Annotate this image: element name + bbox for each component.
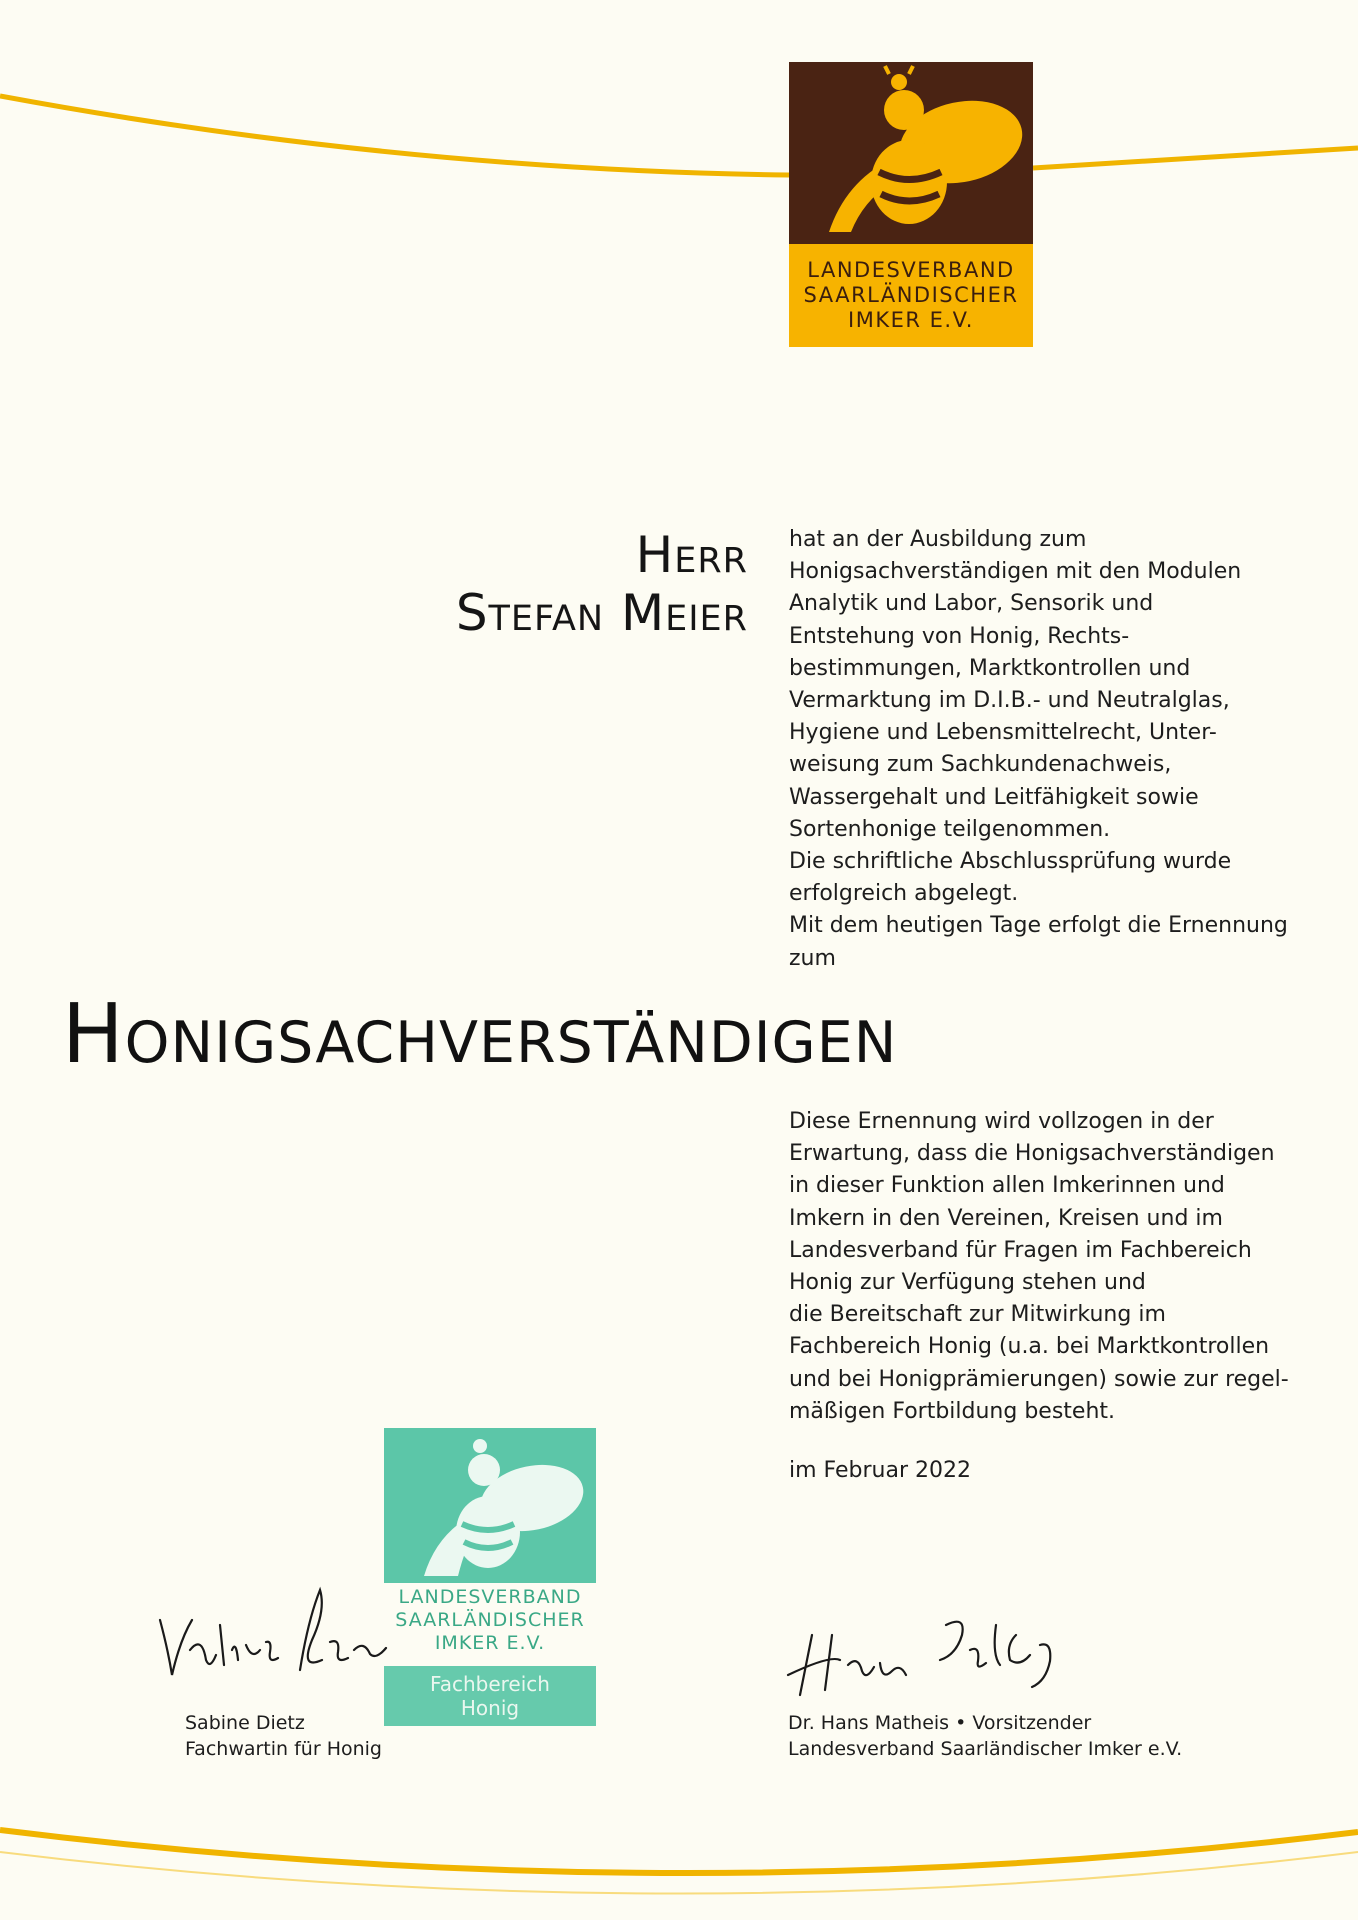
text-line: Wassergehalt und Leitfähigkeit sowie xyxy=(789,784,1199,810)
text-line: bestimmungen, Marktkontrollen und xyxy=(789,655,1191,681)
bee-icon xyxy=(789,62,1033,244)
text-line: Honig zur Verfügung stehen und xyxy=(789,1270,1146,1296)
logo-graphic xyxy=(789,62,1033,244)
text-line: Erwartung, dass die Honigsachverständigen xyxy=(789,1141,1275,1167)
text-line: Imkern in den Vereinen, Kreisen und im xyxy=(789,1205,1223,1231)
text-line: erfolgreich abgelegt. xyxy=(789,881,1019,907)
logo-line: LANDESVERBAND xyxy=(807,258,1015,282)
text-line: Honigsachverständigen mit den Modulen xyxy=(789,559,1242,585)
certificate-title: Honigsachverständigen xyxy=(62,987,898,1082)
signature-right xyxy=(770,1605,1130,1705)
recipient-block xyxy=(456,526,748,642)
signatory-role: Landesverband Saarländischer Imker e.V. xyxy=(788,1738,1183,1760)
text-line: Sortenhonige teilgenommen. xyxy=(789,816,1111,842)
stamp-line: SAARLÄNDISCHER xyxy=(395,1609,585,1631)
association-logo xyxy=(789,62,1033,347)
text-line: Analytik und Labor, Sensorik und xyxy=(789,591,1154,617)
signatory-name: Dr. Hans Matheis • Vorsitzender xyxy=(788,1712,1092,1734)
logo-line: SAARLÄNDISCHER xyxy=(803,283,1019,307)
text-line: weisung zum Sachkundenachweis, xyxy=(789,752,1172,778)
text-line: Diese Ernennung wird vollzogen in der xyxy=(789,1109,1214,1134)
text-line: in dieser Funktion allen Imkerinnen und xyxy=(789,1173,1225,1199)
stamp-line: IMKER E.V. xyxy=(434,1632,546,1654)
stamp-box-line: Fachbereich xyxy=(430,1672,550,1696)
signatory-name: Sabine Dietz xyxy=(185,1712,305,1734)
signatory-role: Fachwartin für Honig xyxy=(185,1738,382,1760)
stamp-box-line: Honig xyxy=(460,1696,520,1720)
text-line: Hygiene und Lebensmittelrecht, Unter- xyxy=(789,720,1217,746)
intro-paragraph xyxy=(789,524,1329,975)
signatory-left xyxy=(185,1710,382,1762)
text-line: Entstehung von Honig, Rechts- xyxy=(789,623,1130,649)
issue-date: im Februar 2022 xyxy=(789,1458,971,1483)
signature-left xyxy=(150,1580,470,1690)
logo-text-panel xyxy=(789,244,1033,347)
text-line: und bei Honigprämierungen) sowie zur regel- xyxy=(789,1366,1289,1392)
text-line: Vermarktung im D.I.B.- und Neutralglas, xyxy=(789,688,1230,714)
text-line: Landesverband für Fragen im Fachbereich xyxy=(789,1237,1252,1263)
recipient-name: Stefan Meier xyxy=(455,584,748,642)
text-line: Mit dem heutigen Tage erfolgt die Ernennung xyxy=(789,913,1288,939)
logo-line: IMKER E.V. xyxy=(848,308,974,332)
signatory-right xyxy=(788,1710,1182,1762)
text-line: mäßigen Fortbildung besteht. xyxy=(789,1398,1116,1424)
text-line: Fachbereich Honig (u.a. bei Marktkontrollen xyxy=(789,1334,1270,1360)
bee-icon xyxy=(384,1428,596,1583)
detail-paragraph xyxy=(789,1106,1329,1428)
stamp-graphic xyxy=(384,1428,596,1583)
text-line: zum xyxy=(789,945,836,971)
recipient-salutation: Herr xyxy=(635,526,748,584)
text-line: hat an der Ausbildung zum xyxy=(789,527,1087,552)
text-line: die Bereitschaft zur Mitwirkung im xyxy=(789,1302,1166,1328)
text-line: Die schriftliche Abschlussprüfung wurde xyxy=(789,849,1232,875)
stamp-line: LANDESVERBAND xyxy=(398,1586,582,1608)
